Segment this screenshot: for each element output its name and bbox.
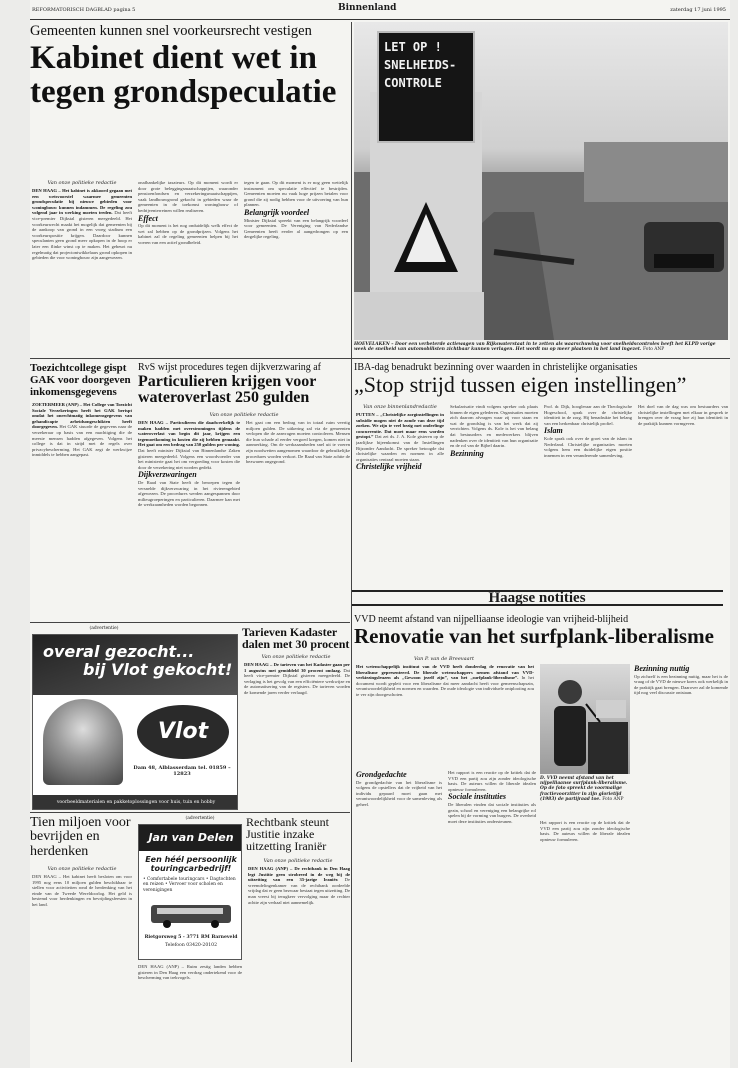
bus-icon [149, 901, 233, 929]
vvd-text3: Het rapport is een reactie op de kritiek dat de VVD een partij zou zijn zonder ideologische basis. De auteurs willen de liberale idealen opnieuw formuleren. [448, 770, 536, 792]
rvs-sub: Dijkverzwaringen [138, 470, 197, 480]
kadaster-lead: DEN HAAG – De tarieven van het Kadaster gaan per 1 augustus met gemiddeld 30 procent omlaag. [244, 662, 350, 673]
ad2-slogan: Een héél persoonlijk touringcarbedrijf! [145, 855, 237, 873]
photo1-credit: Foto ANP [643, 347, 665, 353]
gak-text: Het GAK stuurde de gegevens naar de verzekeraar op basis van een machtiging die de meeste mensen hadden afgegeven. Volgens het college is dat in strijd met de regels over privacybescherming. Het GAK zegt de werkwijze inmiddels te hebben aangepast. [32, 424, 132, 458]
kadaster-body [244, 662, 350, 810]
iba-kicker: IBA-dag benadrukt bezinning over waarden in christelijke organisaties [354, 362, 638, 373]
header-date: zaterdag 17 juni 1995 [670, 7, 726, 13]
vvd-text3b: Het rapport is een reactie op de kritiek dat de VVD een partij zou zijn zonder ideologische basis. De auteurs willen de liberale idealen opnieuw formuleren. [540, 820, 630, 842]
rvs-text1: Dat heeft minister Dijkstal van Binnenlandse Zaken gisteren meegedeeld. Volgens een woordvoerder van het ministerie gaat het om vergoeding voor kosten die door de verzekering niet worden gedekt. [138, 447, 240, 470]
vvd-byline: Van P. van de Breevaart [413, 656, 474, 662]
main-lead: DEN HAAG – Het kabinet is akkoord gegaan met een wetsvoorstel waarmee gemeenten grondspeculatie bij nieuwe gebieden voor woningbouw kunnen indammen. De regeling zou volgend jaar in werking moeten treden. [32, 188, 132, 216]
tien-body: DEN HAAG – Het kabinet heeft besloten om voor 1995 nog eens 10 miljoen gulden beschikbaar te stellen voor activiteiten rond de herdenking van het einde van de Tweede Wereldoorlog. Het geld is bestemd voor herdenkingen en bevrijdingsfeesten in het land. [32, 874, 132, 907]
sign-line-3: CONTROLE [384, 76, 442, 90]
sign-line-2: SNELHEIDS- [384, 58, 457, 72]
kadaster-title: Tarieven Kadaster dalen met 30 procent [242, 625, 350, 652]
main-col3 [244, 180, 348, 356]
iba-col4 [638, 404, 728, 588]
vvd-caption [540, 776, 630, 816]
gak-body [32, 402, 132, 620]
iba-text1: Dat zei ds. J. A. Kole gisteren op de jaarlijkse bijeenkomst van de Instellingen Bijzonder Aandacht. De spreker betoogde dat christelijke waarden en normen in alle organisaties centraal moeten staan. [356, 434, 444, 462]
main-col1 [32, 188, 132, 356]
iba-byline: Van onze binnenlandredactie [363, 404, 437, 410]
rechtbank-lead: DEN HAAG (ANP) – De rechtbank in Den Haag legt Justitie geen strobreed in de weg bij de uitzetting van een 35-jarige Iraniër. [248, 866, 350, 883]
iba-col1 [356, 412, 444, 588]
iba-title: „Stop strijd tussen eigen instellingen” [354, 372, 687, 397]
vvd-lead: Het wetenschappelijk instituut van de VVD heeft donderdag de renovatie van het liberalisme gepresenteerd. De liberale wetenschappers nemen afstand van VVD-verkiezingsleuzen als „Gewoon jezelf zijn”, van het „surfplank-liberalisme”. [356, 664, 534, 681]
vvd-col4 [634, 664, 728, 1060]
rvs-text2: De Raad van State heeft de beroepen tegen de versnelde dijkverzwaring in het rivierengebied afgewezen. De procedures werden aangespannen door milieugroeperingen en particulieren. Daarmee kan met de werkzaamheden worden begonnen. [138, 479, 240, 508]
vvd-kicker: VVD neemt afstand van nijpelliaanse ideologie van vrijheid-blijheid [354, 614, 629, 625]
ad1-headline [43, 643, 233, 679]
main-col3-text: tegen te gaan. Op dit moment is er nog geen wettelijk instrument om speculatie effectief te bestrijden. Gemeenten moeten nu vaak hoge prijzen betalen voor grond die zij nodig hebben voor de uitvoering van hun plannen. [244, 180, 348, 208]
vvd-title: Renovatie van het surfplank-liberalisme [354, 624, 714, 648]
vvd-credit: Foto ANP [602, 796, 624, 802]
rechtbank-body [248, 866, 350, 1060]
column-rule [351, 22, 352, 1062]
ad2-name: Jan van Delen [139, 825, 242, 851]
iba-col3 [544, 404, 632, 588]
iba-text2: Sekularisatie vindt volgens spreker ook plaats binnen de eigen gelederen. Organisaties moeten zich daarom afvragen waar zij voor staan en wat de grondslag is van het werk dat zij verrichten. [450, 404, 538, 432]
vvd-col2 [448, 770, 536, 1060]
vvd-text2: De grondgedachte van het liberalisme is volgens de opstellers dat de vrijheid van het individu gepaard moet gaan met verantwoordelijkheid voor de samenleving als geheel. [356, 779, 442, 807]
rule [30, 812, 350, 813]
iba-text3: Volgens ds. Kole is het van belang dat bestuurders en medewerkers blijven nadenken over de identiteit van hun organisatie en de rol van de Bijbel daarin. [450, 426, 538, 449]
iba-text5: Kole sprak ook over de groei van de islam in Nederland. Christelijke organisaties moeten volgens hem een duidelijke eigen positie innemen in een veranderende samenleving. [544, 435, 632, 458]
speaker-figure [540, 664, 630, 774]
speed-check-photo [354, 22, 728, 340]
ad2-phone: Telefoon 03420-20102 [164, 943, 218, 948]
iba-sub2: Bezinning [450, 448, 484, 458]
main-col2-sub: Effect [138, 213, 158, 223]
vvd-text1: In het document wordt gepleit voor een liberalisme dat meer aandacht heeft voor gemeenschapszin, verantwoordelijkheid en normen en waarden. De oude ideologie van individuele ontplooiing zou te ver zijn doorgeschoten. [356, 675, 534, 697]
vvd-sub3: Bezinning nuttig [634, 664, 690, 673]
rule [30, 622, 350, 623]
main-byline: Van onze politieke redactie [47, 180, 117, 186]
iba-col2 [450, 404, 538, 588]
woman-photo [43, 699, 123, 785]
main-col2-text: onafhankelijke taxateurs. Op dit moment wordt er door grote beleggingsmaatschappijen, waaronder pensioenfondsen en verzekeringsmaatschappijen, vaak landbouwgrond gekocht in gebieden waar de gemeenten in de toekomst woningbouw of bedrijventerreinen willen realiseren. [138, 180, 238, 213]
newspaper-page [30, 0, 730, 1068]
main-title: Kabinet dient wet in tegen grondspeculatie [30, 40, 337, 110]
kadaster-byline: Van onze politieke redactie [261, 654, 331, 660]
iba-sub3: Islam [544, 426, 563, 436]
ad1-headline2: bij Vlot gekocht! [83, 660, 233, 679]
rvs-text3: Het gaat om een bedrag van in totaal ruim veertig miljoen gulden. De uitkering zal via de gemeenten verlopen die de aanvragen moeten controleren. Mensen die hun schade al eerder vergoed kregen, komen niet in aanmerking. [246, 420, 350, 448]
iba-text6: Het doel van de dag was om bestuurders van christelijke instellingen met elkaar in gesprek te brengen over de vraag hoe zij hun identiteit in de praktijk kunnen vormgeven. [638, 404, 728, 426]
ad2-address: Rietgorsweg 5 - 3771 RM Barneveld [144, 935, 238, 940]
rule [30, 358, 730, 359]
kadaster-text: Dat heeft vice-premier Dijkstal gisteren meegedeeld. De verlaging is het gevolg van een efficiëntere werkwijze en de automatisering van de registers. De tarieven worden de komende jaren verder verlaagd. [244, 667, 350, 695]
haagse-notities-banner: Haagse notities [351, 590, 723, 606]
rvs-kicker: RvS wijst procedures tegen dijkverzwaring af [138, 362, 322, 373]
rechtbank-byline: Van onze politieke redactie [263, 858, 333, 864]
iba-text4: Prof. dr. Dijk, hoogleraar aan de Theologische Hogeschool, sprak over de christelijke identiteit in de zorg. Hij benadrukte het belang van een herkenbaar christelijk profiel. [544, 404, 632, 426]
rvs-col1 [138, 420, 240, 620]
ad1-address: Dam 48, Alblasserdam tel. 01859 – 12823 [133, 765, 231, 777]
header-left: REFORMATORISCH DAGBLAD pagina 5 [32, 7, 136, 13]
main-col2 [138, 180, 238, 356]
vlot-logo: Vlot [137, 705, 229, 759]
vvd-col3 [540, 820, 630, 1060]
vvd-col1 [356, 770, 442, 1060]
rvs-col2 [246, 420, 350, 620]
vvd-caption-text: D. VVD neemt afstand van het nijpelliaanse surfplank-liberalisme. Op de foto spreekt de voormalige fractievoorzitter in zijn glorietijd (1983) de partijraad toe. [540, 776, 628, 802]
vlot-ad[interactable] [32, 634, 238, 810]
rvs-byline: Van onze politieke redactie [209, 412, 279, 418]
iba-lead: PUTTEN – „Christelijke zorginstellingen in subsidie mogen niet de zonde van deze tijd zoeken. We zijn te veel bezig met onderlinge concurrentie. Dat moet maar eens worden gestopt.” [356, 412, 444, 440]
main-kicker: Gemeenten kunnen snel voorkeursrecht vestigen [30, 23, 312, 39]
tien-title: Tien miljoen voor bevrijden en herdenken [30, 815, 131, 859]
section-name: Binnenland [338, 3, 397, 13]
rechtbank-text: De vreemdelingenkamer van de rechtbank oordeelde vrijdag dat er geen bezwaar bestaat tegen uitzetting. De man vreest bij terugkeer vervolging maar de rechter achtte zijn verhaal niet aannemelijk. [248, 877, 350, 905]
ad1-label: (advertentie) [89, 626, 119, 631]
photo1-caption [354, 342, 728, 358]
main-col1-text: Dat heeft vice-premier Dijkstal gisteren meegedeeld. Het voorkeursrecht maakt het mogelijk dat gemeenten bij de aankoop van grond in een vroeg stadium een voorkeurspositie krijgen. Daardoor kunnen speculanten geen grond meer opkopen in de hoop er later een flinke winst op te maken. Het gebeurt nu regelmatig dat projectontwikkelaars grond opkopen in gebieden die voor woningbouw zijn aangewezen. [32, 210, 132, 261]
main-col3-sub: Belangrijk voordeel [244, 207, 310, 217]
rechtbank-title: Rechtbank steunt Justitie inzake uitzetting Iraniër [246, 815, 329, 854]
main-col3b-text: Minister Dijkstal spreekt van een belangrijk voordeel voor gemeenten. De Vereniging van Nederlandse Gemeenten heeft eerder al aangedrongen op een dergelijke regeling. [244, 217, 348, 240]
gak-lead: ZOETERMEER (ANP) – Het College van Toezicht Sociale Verzekeringen heeft het GAK berispt omdat het onrechtmatig inkomensgegevens van gehandicapte arbeidsongeschikten heeft doorgegeven. [32, 402, 132, 430]
page-header [30, 0, 730, 20]
ad2-label: (advertentie) [185, 816, 215, 821]
vvd-speaker-photo [540, 664, 630, 774]
gak-title: Toezichtcollege gispt GAK voor doorgeven inkomensgegevens [30, 362, 131, 398]
rvs-lead: DEN HAAG – Particulieren die daadwerkelijk te maken hadden met overstromingen tijdens de wateroverlast van begin dit jaar, krijgen een tegemoetkoming in kosten die zij hebben gemaakt. Het gaat om een bedrag van 250 gulden per woning. [138, 420, 240, 448]
main-col2b-text: Op dit moment is het nog onduidelijk welk effect de wet zal hebben op de grondprijzen. Volgens het kabinet zal de regeling gemeenten helpen bij het voeren van een actief grondbeleid. [138, 223, 238, 245]
vvd-sub1: Grondgedachte [356, 770, 407, 779]
rvs-title: Particulieren krijgen voor wateroverlast 250 gulden [138, 373, 317, 407]
sign-line-1: LET OP ! [384, 40, 442, 54]
van-delen-ad[interactable] [138, 824, 242, 960]
ad3-body: DEN HAAG (ANP) – Ruim zestig landen hebben gisteren in Den Haag een verdrag ondertekend voor de bescherming van trekvogels. [138, 964, 242, 981]
rvs-text4: Om de werkzaamheden snel uit te voeren zijn noodwetten aangenomen waardoor de gebruikelijke procedures worden verkort. De Raad van State achtte de bezwaren ongegrond. [246, 442, 350, 465]
vvd-intro [356, 664, 534, 768]
vvd-sub2: Sociale instituties [448, 792, 507, 802]
ad1-headline1: overal gezocht... [43, 642, 195, 661]
vvd-text5: Op zichzelf is een bezinning nuttig, maar het is de vraag of de VVD de nieuwe koers ook werkelijk in de praktijk gaat brengen. Daarover zal de komende tijd nog veel discussie ontstaan. [634, 673, 728, 696]
ad2-bullets: • Comfortabele touringcars • Dagtochten en reizen • Vervoer voor scholen en verenigingen [143, 877, 236, 893]
vvd-text4: De liberalen vinden dat sociale instituties als gezin, school en vereniging een belangrijke rol spelen bij de vorming van burgers. De overheid moet deze instituties ondersteunen. [448, 801, 536, 824]
sign-text [384, 38, 468, 92]
ad1-footer: voorbeeldmaterialen en pakketoplossingen voor huis, tuin en hobby [33, 795, 238, 810]
tien-byline: Van onze politieke redactie [47, 866, 117, 872]
iba-sub1: Christelijke vrijheid [356, 462, 422, 472]
photo1-caption-text: HOEVELAKEN – Door een verbeterde actiewagen van Rijkswaterstaat in te zetten als waarschuwing voor snelheidscontroles heeft het KLPD vorige week de snelheid van automobilisten zichtbaar kunnen verlagen. Het wordt nu op meer plaatsen in het land ingezet. [354, 342, 716, 353]
